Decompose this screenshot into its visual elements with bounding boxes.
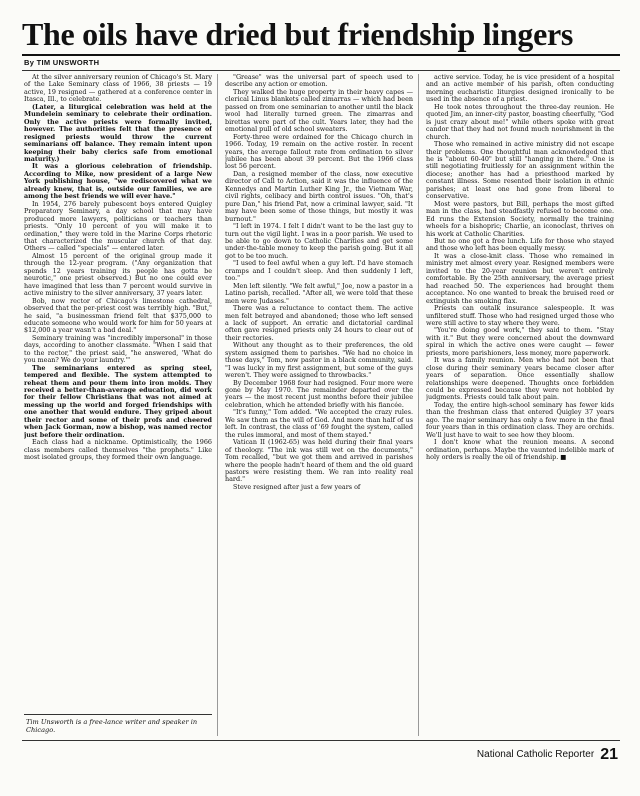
author-note-rule [24, 714, 212, 715]
author-note: Tim Unsworth is a free-lance writer and speaker in Chicago. [26, 718, 198, 734]
article-column-1 [24, 74, 212, 712]
headline: The oils have dried but friendship lingers [22, 16, 574, 52]
page-number: 21 [600, 746, 618, 763]
paragraph: Forty-three were ordained for the Chicago church in 1966. Today, 19 remain on the active roster. In recent years, the average fallout rate from ordination to silver jubilee has been about 39 percent. But the 1966 class lost 56 percent. [225, 132, 413, 171]
paragraph: Seminary training was "incredibly impersonal" in those days, according to another classmate. "When I said that to the rector," the priest said, "he answered, 'What do you mean? We do your laundry.'" [24, 333, 212, 365]
paragraph: "You're doing good work," they said to them. "Stay with it." But they were concerned about the downward spiral in which the active ones were caught — fewer priests, more parishioners, less money, more paperwork. [426, 326, 614, 357]
paragraph: Dan, a resigned member of the class, now executive director of Call to Action, said it was the influence of the Kennedys and Martin Luther King Jr., the Vietnam War, civil rights, celibacy and birth control issues. "Oh, that's pure Dan," his friend Pat, now a criminal lawyer, said. "It may have been some of those things, but mostly it was burnout." [225, 169, 413, 223]
footer-rule [22, 740, 620, 741]
paragraph: He took notes throughout the three-day reunion. He quoted Jim, an inner-city pastor, boasting cheerfully, "God is just crazy about me!" while others spoke with great candor that they had not found much nourishment in the church. [426, 102, 614, 141]
paragraph: At the silver anniversary reunion of Chicago's St. Mary of the Lake Seminary class of 1966, 38 priests — 19 active, 19 resigned — gathered at a conference center in Itasca, Ill., to celebrate. [24, 74, 212, 104]
article-column-3 [426, 74, 614, 736]
paragraph: They walked the huge property in their heavy capes — clerical Linus blankets called zimarras — which had been passed on from one seminarian to another until the black wool had literally turned green. The zimarras and birettas were part of the cult. Years later, they had the emotional pull of old school sweaters. [225, 87, 413, 134]
paragraph: I don't know what the reunion means. A second ordination, perhaps. Maybe the vaunted indelible mark of holy orders is really the oil of friendship. ■ [426, 438, 614, 462]
column-divider [217, 74, 218, 736]
paragraph: By December 1968 four had resigned. Four more were gone by May 1970. The remainder departed over the years — the most recent just months before their jubilee celebration, which he attended briefly with his fiancée. [225, 378, 413, 409]
paragraph: (Later, a liturgical celebration was held at the Mundelein seminary to celebrate their ordination. Only the active priests were formally invited, however. The authorities felt that the presence of resigned priests would throw the current seminarians off balance. They remain intent upon keeping their baby clerics safe from emotional maturity.) [24, 102, 212, 163]
paragraph: It was a family reunion. Men who had not been that close during their seminary years became closer after years of separation. Once essentially shallow relationships were deepened. Thoughts once forbidden could be expressed because they were not hobbled by judgments. Priests could talk about pain. [426, 356, 614, 402]
byline: By TIM UNSWORTH [24, 58, 100, 67]
paragraph: "It's funny," Tom added. "We accepted the crazy rules. We saw them as the will of God. And more than half of us left. In contrast, the class of '69 fought the system, called the rules immoral, and most of them stayed." [225, 408, 413, 439]
paragraph: The seminarians entered as spring steel, tempered and flexible. The system attempted to reheat them and pour them into iron molds. They received a better-than-average education, did work for their fellow Christians that was not aimed at messing up the world and forged friendships with one another that would endure. They griped about their rector and some of their profs and cheered when Jack Gorman, now a bishop, was named rector just before their ordination. [24, 363, 212, 439]
headline-rule [22, 54, 620, 56]
paragraph: Today, the entire high-school seminary has fewer kids than the freshman class that entered Quigley 37 years ago. The major seminary has only a few more in the final four years than in this ordination class. They are orchids. We'll just have to wait to see how they bloom. [426, 400, 614, 439]
paragraph: Steve resigned after just a few years of [233, 482, 361, 491]
paragraph: Men left silently. "We felt awful," Joe, now a pastor in a Latino parish, recalled. "After all, we were told that these men were Judases." [225, 281, 413, 305]
byline-rule [22, 70, 620, 71]
paragraph: active service. Today, he is vice president of a hospital and an active member of his parish, often conducting morning eucharistic liturgies designed ironically to be used in the absence of a priest. [426, 74, 614, 104]
paragraph: Without any thought as to their preferences, the old system assigned them to parishes. "We had no choice in those days," Tom, now pastor in a black community, said. "I was lucky in my first assignment, but some of the guys weren't. They were assigned to throwbacks." [225, 341, 413, 380]
paragraph: Those who remained in active ministry did not escape their problems. One thoughtful man acknowledged that he is "about 60-40" but still "hanging in there." One is still negotiating fruitlessly for an assignment within the diocese; another has had a priesthood marked by constant illness. Some resented their isolation in ethnic parishes; at least one had gone from liberal to conservative. [426, 140, 614, 201]
paragraph: But no one got a free lunch. Life for those who stayed and those who left has been equally messy. [426, 236, 614, 253]
paragraph: Vatican II (1962-65) was held during their final years of theology. "The ink was still wet on the documents," Tom recalled, "but we got them and arrived in parishes where the people hadn't heard of them and the old guard pastors were resisting them. We ran into reality real hard." [225, 438, 413, 484]
paragraph: It was a glorious celebration of friendship. According to Mike, now president of a large New York publishing house, "we rediscovered what we already knew, that is, outside our families, we are among the best friends we will ever have." [24, 162, 212, 201]
paragraph: "I used to feel awful when a guy left. I'd have stomach cramps and I couldn't sleep. And then suddenly I left, too." [225, 259, 413, 283]
paragraph: It was a close-knit class. Those who remained in ministry met almost every year. Resigned members were invited to the 20-year reunion but weren't entirely comfortable. By the 25th anniversary, the average priest had reached 50. The experiences had brought them acceptance. No one wanted to break the bruised reed or extinguish the smoking flax. [426, 251, 614, 305]
paragraph: "Grease" was the universal part of speech used to describe any action or emotion. [225, 74, 413, 89]
page-footer [418, 746, 618, 764]
column-divider [418, 74, 419, 736]
paragraph: There was a reluctance to contact them. The active men felt betrayed and abandoned; those who left sensed a lack of support. An erratic and dictatorial cardinal often gave resigned priests only 24 hours to clear out of their rectories. [225, 304, 413, 342]
paragraph: Priests can outalk insurance salespeople. It was unfiltered stuff. Those who had resigned urged those who were still active to stay where they were. [426, 304, 614, 327]
paragraph: Bob, now rector of Chicago's limestone cathedral, observed that the per-priest cost was terribly high. "But," he said, "a businessman friend felt that $375,000 to educate someone who would work for him for 50 years at $12,000 a year wasn't a bad deal." [24, 296, 212, 335]
paragraph: In 1954, 276 barely pubescent boys entered Quigley Preparatory Seminary, a day school that may have produced more lawyers, politicians or teachers than priests. "Only 10 percent of you will make it to ordination," they were told in the Marine Corps rhetoric that characterized the muscular church of that day. Others — called "specials" — entered later. [24, 199, 212, 253]
publication-name: National Catholic Reporter [476, 749, 595, 760]
paragraph: "I left in 1974. I felt I didn't want to be the last guy to turn out the vigil light. I was in a poor parish. We used to be able to go down to Catholic Charities and get some under-the-table money to keep the parish going. But it all got to be too much. [225, 222, 413, 260]
article-column-2 [225, 74, 413, 736]
paragraph: Most were pastors, but Bill, perhaps the most gifted man in the class, had steadfastly refused to become one. Ed runs the Extension Society, normally the training wheels for a bishopric; Charlie, an iconoclast, thrives on his work at Catholic Charities. [426, 199, 614, 238]
paragraph: Almost 15 percent of the original group made it through the 12-year program. ("Any organization that spends 12 years training its people has gotta be neurotic," one priest observed.) But no one could ever have imagined that less than 7 percent would survive in active ministry to the silver anniversary, 37 years later. [24, 251, 212, 298]
paragraph: Each class had a nickname. Optimistically, the 1966 class members called themselves "the prophets." Like most isolated groups, they formed their own language. [24, 438, 212, 462]
